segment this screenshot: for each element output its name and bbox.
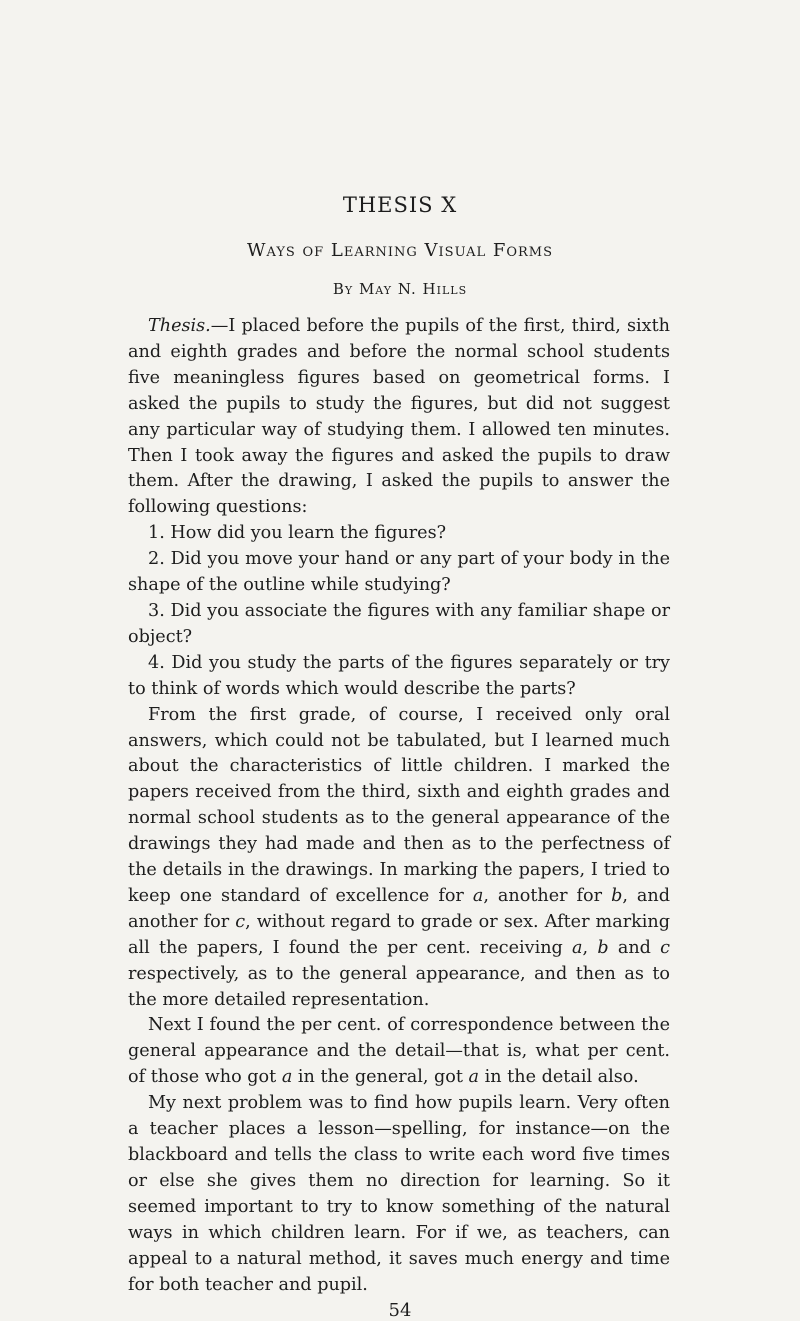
results-text-3: , and another for [128, 885, 670, 932]
results-paragraph: From the first grade, of course, I received only oral answers, which could not be tabulated, but I learned much about the characteristics of little children. I marked the papers received from the third, sixth and eighth grades and normal school students as to the general appearance of the drawings they had made and then as to the perfectness of the details in the drawings. In marking the papers, I tried to keep one standard of excellence for a, another for b, and another for c, without regard to grade or sex. After marking all the papers, I found the per cent. receiving a, b and c respectively, as to the general appearance, and then as to the more detailed representation. [128, 704, 671, 1010]
results-text-4: , without regard to grade or sex. After marking all the papers, I found the per cent. receiving [128, 911, 670, 958]
article-body [128, 314, 670, 1298]
next-text-2: in the general, got [292, 1067, 469, 1088]
question-1: 1. How did you learn the figures? [148, 523, 447, 544]
intro-text: —I placed before the pupils of the first, third, sixth and eighth grades and before the normal school students five meaningless figures based on geometrical forms. I asked the pupils to study the figures, but did not suggest any particular way of studying them. I allowed ten minutes. Then I took away the figures and asked the pupils to draw them. After the drawing, I asked the pupils to answer the following questions: [128, 316, 670, 518]
results-text-6: respectively, as to the general appearance, and then as to the more detailed representation. [128, 963, 670, 1010]
grade-letter-a: a [468, 1067, 480, 1088]
question-2: 2. Did you move your hand or any part of your body in the shape of the outline while studying? [128, 549, 670, 596]
results-text-5: and [608, 937, 661, 958]
thesis-label: Thesis. [148, 316, 211, 336]
grade-letter-c: c [660, 937, 671, 958]
next-text-1: Next I found the per cent. of correspondence between the general appearance and the detail—that is, what per cent. of those who got [128, 1015, 670, 1088]
correspondence-paragraph [128, 1013, 670, 1091]
grade-letter-b: b [597, 937, 609, 958]
intro-paragraph [128, 314, 670, 521]
grade-letter-c: c [235, 911, 246, 932]
grade-letter-b: b [611, 885, 623, 906]
thesis-heading: THESIS X [342, 193, 458, 217]
article-title: Ways of Learning Visual Forms [246, 240, 554, 261]
author-byline: By May N. Hills [332, 280, 468, 298]
grade-letter-a: a [281, 1067, 293, 1088]
grade-letter-a: a [572, 937, 583, 958]
page-number: 54 [388, 1300, 412, 1321]
question-3: 3. Did you associate the figures with any familiar shape or object? [128, 600, 670, 647]
question-4: 4. Did you study the parts of the figures separately or try to think of words which would describe the parts? [128, 652, 670, 699]
problem-paragraph: My next problem was to find how pupils learn. Very often a teacher places a lesson—spelling, for instance—on the blackboard and tells the class to write each word five times or else she gives them no direction for learning. So it seemed important to try to know something of the natural ways in which children learn. For if we, as teachers, can appeal to a natural method, it saves much energy and time for both teacher and pupil. [128, 1093, 670, 1295]
grade-letter-a: a [472, 885, 484, 906]
next-text-3: in the detail also. [479, 1067, 639, 1088]
results-text-2: , another for [483, 885, 612, 906]
results-text-1: From the first grade, of course, I received only oral answers, which could not be tabulated, but I learned much about the characteristics of little children. I marked the papers received from the third, sixth and eighth grades and normal school students as to the general appearance of the drawings they had made and then as to the perfectness of the details in the drawings. In marking the papers, I tried to keep one standard of excellence for [128, 704, 670, 906]
